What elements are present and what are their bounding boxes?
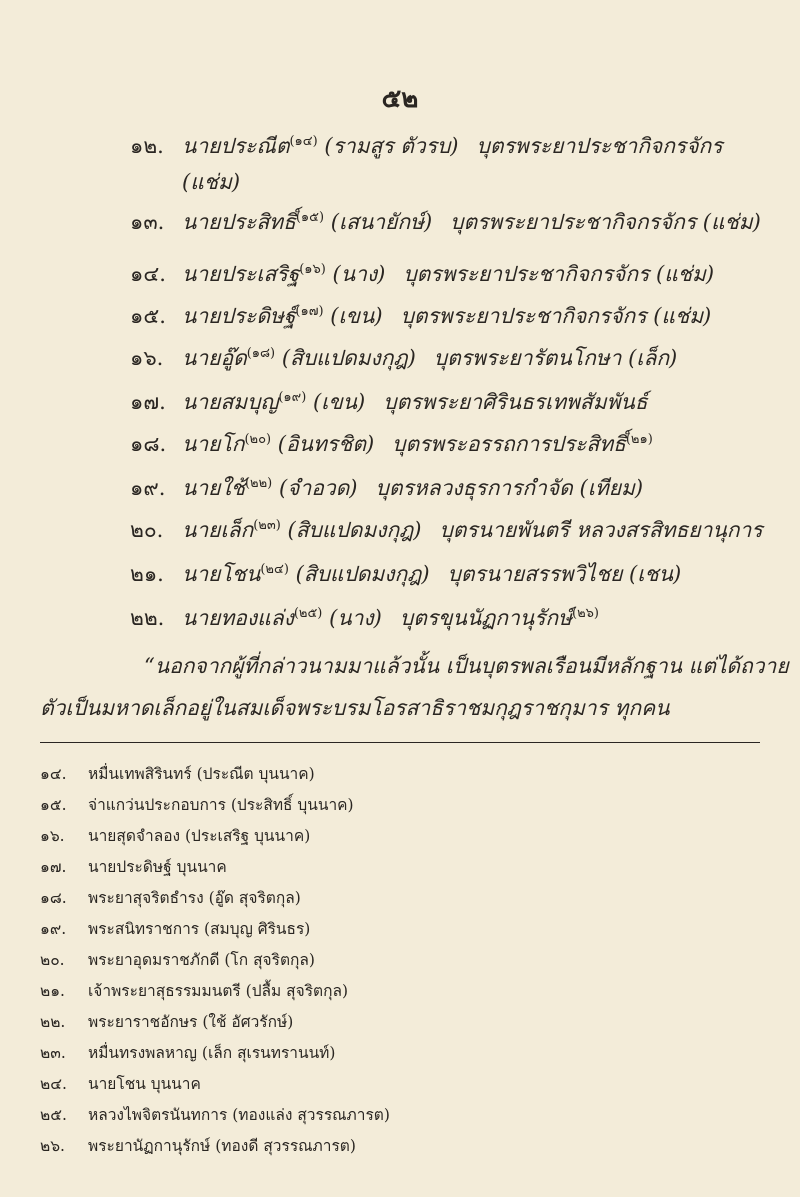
entry-number: ๒๒. — [130, 606, 165, 630]
footnote-number: ๒๒. — [40, 1013, 66, 1031]
entry-name: นายใช้ — [182, 476, 245, 500]
entry-number: ๑๗. — [130, 390, 166, 414]
entry-row — [130, 296, 770, 332]
footnote-text: พระยานัฏกานุรักษ์ (ทองดี สุวรรณภารต) — [88, 1137, 356, 1155]
entry-row — [130, 554, 770, 590]
footnote-text: พระยาสุจริตธำรง (อู๊ด สุจริตกุล) — [88, 889, 301, 907]
entry-footnote-ref: (๑๔) — [289, 134, 318, 149]
entry-row — [130, 424, 770, 460]
footnote-number: ๑๗. — [40, 858, 67, 876]
entry-nickname: (จำอวด) — [278, 476, 358, 500]
entry-parent: บุตรขุนนัฏกานุรักษ์ — [399, 606, 572, 630]
entry-name: นายประณีต — [182, 134, 290, 158]
entry-row — [130, 598, 770, 634]
footnote-row — [40, 1072, 760, 1096]
entry-parent: บุตรพระยาประชากิจกรจักร (แช่ม) — [400, 304, 712, 328]
entry-name: นายประเสริฐ — [182, 262, 300, 286]
footnote-number: ๒๔. — [40, 1075, 67, 1093]
entry-footnote-ref: (๑๕) — [295, 210, 325, 225]
footnote-row — [40, 1010, 760, 1034]
footnote-text: หมื่นเทพสิรินทร์ (ประณีต บุนนาค) — [88, 765, 315, 783]
footnote-divider — [40, 742, 760, 743]
entry-footnote-ref: (๒๐) — [244, 432, 272, 447]
entry-footnote-ref: (๒๓) — [253, 518, 281, 533]
entry-footnote-ref: (๑๘) — [246, 346, 276, 361]
footnote-row — [40, 855, 760, 879]
entry-row — [130, 202, 770, 238]
entry-parent: บุตรพระยาประชากิจกรจักร (แช่ม) — [403, 262, 715, 286]
entry-parent: บุตรพระยาประชากิจกรจักร (แช่ม) — [450, 210, 761, 234]
entry-nickname: (สิบแปดมงกุฎ) — [295, 562, 430, 586]
footnote-number: ๒๑. — [40, 982, 65, 1000]
entry-number: ๑๖. — [130, 346, 164, 370]
entry-number: ๑๘. — [130, 432, 167, 456]
entry-parent: บุตรพระอรรถการประสิทธิ์ — [392, 432, 626, 456]
footnote-number: ๑๔. — [40, 765, 67, 783]
footnote-row — [40, 1134, 760, 1158]
entry-row — [130, 126, 770, 162]
entry-name: นายโชน — [182, 562, 261, 586]
entry-parent: บุตรนายพันตรี หลวงสรสิทธยานุการ — [439, 518, 763, 542]
entry-name: นายอู๊ด — [182, 346, 247, 370]
footnote-text: นายประดิษฐ์ บุนนาค — [88, 858, 227, 876]
entry-parent-ref: (๒๑) — [625, 432, 653, 447]
entry-number: ๑๓. — [130, 210, 165, 234]
page-number: ๕๒ — [381, 84, 419, 114]
entry-name: นายสมบุญ — [182, 390, 279, 414]
paragraph-line-2: ตัวเป็นมหาดเล็กอยู่ในสมเด็จพระบรมโอรสาธิราชมกุฎราชกุมาร ทุกคน — [40, 696, 670, 720]
entry-name: นายประดิษฐ์ — [182, 304, 296, 328]
footnote-number: ๒๓. — [40, 1044, 66, 1062]
footnote-number: ๑๕. — [40, 796, 67, 814]
entry-number: ๑๕. — [130, 304, 166, 328]
entry-number: ๑๙. — [130, 476, 166, 500]
entry-number: ๑๒. — [130, 134, 164, 158]
footnote-number: ๑๙. — [40, 920, 67, 938]
footnote-row — [40, 948, 760, 972]
entry-nickname: (อินทรชิต) — [277, 432, 375, 456]
entry-parent: บุตรนายสรรพวิไชย (เชน) — [447, 562, 682, 586]
footnote-text: พระยาราชอักษร (ใช้ อัศวรักษ์) — [88, 1013, 294, 1031]
entry-name: นายประสิทธิ์ — [182, 210, 296, 234]
entry-nickname: (เขน) — [330, 304, 383, 328]
entry-row — [130, 338, 770, 374]
footnote-row — [40, 762, 760, 786]
entry-footnote-ref: (๒๕) — [293, 606, 323, 621]
footnote-row — [40, 917, 760, 941]
entry-parent: บุตรพระยาประชากิจกรจักร — [476, 134, 723, 158]
footnote-text: นายโชน บุนนาค — [88, 1075, 201, 1093]
footnote-text: หมื่นทรงพลหาญ (เล็ก สุเรนทรานนท์) — [88, 1044, 336, 1062]
entry-footnote-ref: (๑๗) — [295, 304, 324, 319]
footnote-number: ๒๕. — [40, 1106, 67, 1124]
entry-nickname: (เขน) — [312, 390, 366, 414]
entry-footnote-ref: (๒๒) — [244, 476, 273, 491]
entry-nickname: (สิบแปดมงกุฎ) — [281, 346, 416, 370]
entry-number: ๒๐. — [130, 518, 164, 542]
footnote-number: ๒๖. — [40, 1137, 65, 1155]
entry-nickname: (เสนายักษ์) — [330, 210, 433, 234]
entry-row — [130, 468, 770, 504]
entry-footnote-ref: (๑๖) — [299, 262, 326, 277]
entry-nickname: (รามสูร ตัวรบ) — [324, 134, 459, 158]
entry-row — [130, 254, 770, 290]
footnote-row — [40, 1103, 760, 1127]
entry-continuation: (แช่ม) — [182, 170, 241, 194]
entry-footnote-ref: (๑๙) — [278, 390, 307, 405]
footnote-text: นายสุดจำลอง (ประเสริฐ บุนนาค) — [88, 827, 311, 845]
entry-row — [130, 382, 770, 418]
entry-number: ๑๔. — [130, 262, 166, 286]
entry-parent-ref: (๒๖) — [572, 606, 599, 621]
footnote-row — [40, 824, 760, 848]
entry-name: นายโก — [182, 432, 245, 456]
entry-nickname: (นาง) — [332, 262, 386, 286]
entry-number: ๒๑. — [130, 562, 164, 586]
footnote-row — [40, 979, 760, 1003]
entry-nickname: (สิบแปดมงกุฎ) — [287, 518, 422, 542]
footnote-text: พระสนิทราชการ (สมบุญ ศิรินธร) — [88, 920, 311, 938]
footnote-number: ๑๘. — [40, 889, 67, 907]
entry-parent: บุตรพระยาศิรินธรเทพสัมพันธ์ — [383, 390, 648, 414]
entry-nickname: (นาง) — [329, 606, 382, 630]
entry-footnote-ref: (๒๔) — [260, 562, 289, 577]
footnote-number: ๒๐. — [40, 951, 65, 969]
footnote-text: จ่าแกว่นประกอบการ (ประสิทธิ์ บุนนาค) — [88, 796, 354, 814]
footnote-row — [40, 1041, 760, 1065]
entry-row — [130, 510, 770, 546]
footnote-text: หลวงไพจิตรนันทการ (ทองแล่ง สุวรรณภารต) — [88, 1106, 390, 1124]
entry-parent: บุตรพระยารัตนโกษา (เล็ก) — [433, 346, 678, 370]
entry-name: นายทองแล่ง — [182, 606, 294, 630]
entry-parent: บุตรหลวงธุรการกำจัด (เทียม) — [375, 476, 644, 500]
paragraph-line-1: “นอกจากผู้ที่กล่าวนามมาแล้วนั้น เป็นบุตรพลเรือนมีหลักฐาน แต่ได้ถวาย — [144, 654, 789, 678]
footnote-text: เจ้าพระยาสุธรรมมนตรี (ปลื้ม สุจริตกุล) — [88, 982, 349, 1000]
footnote-row — [40, 793, 760, 817]
footnote-row — [40, 886, 760, 910]
footnote-text: พระยาอุดมราชภักดี (โก สุจริตกุล) — [88, 951, 315, 969]
footnote-number: ๑๖. — [40, 827, 65, 845]
entry-name: นายเล็ก — [182, 518, 254, 542]
